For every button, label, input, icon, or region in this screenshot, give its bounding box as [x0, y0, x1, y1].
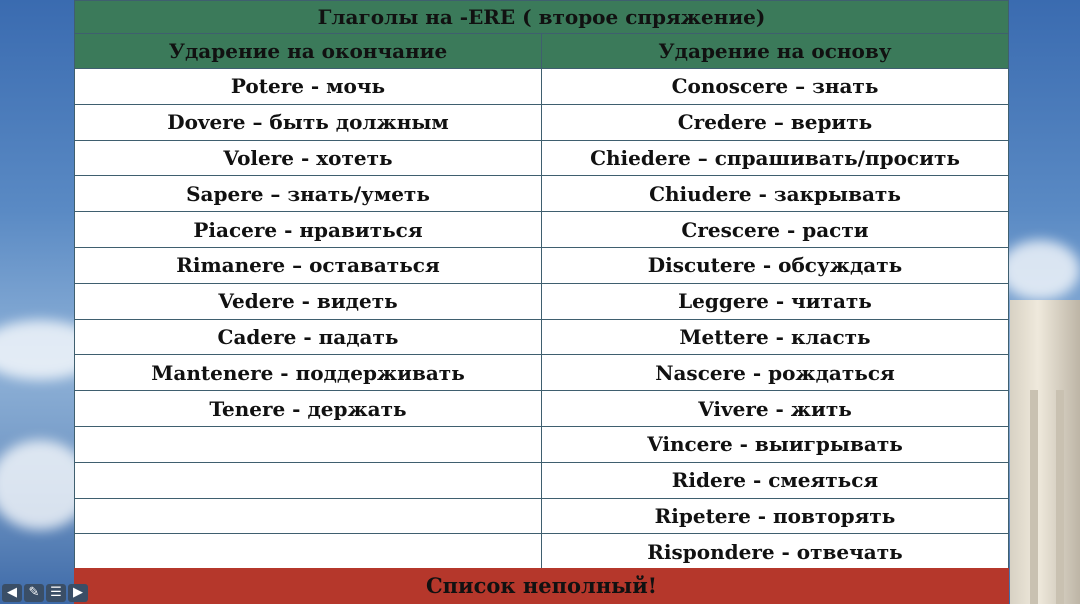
- background-building: [1010, 300, 1080, 604]
- pencil-icon[interactable]: ✎: [24, 584, 44, 602]
- building-column: [1030, 390, 1038, 604]
- table-row: [75, 319, 1009, 355]
- table-row: [75, 498, 1009, 534]
- column-header-stem-stress: Ударение на основу: [542, 34, 1009, 69]
- table-row: [75, 462, 1009, 498]
- table-row: [75, 69, 1009, 105]
- verb-ending-stress: Cadere - падать: [75, 319, 542, 355]
- verb-ending-stress: Mantenere - поддерживать: [75, 355, 542, 391]
- verb-ending-stress: Tenere - держать: [75, 391, 542, 427]
- verb-ending-stress: [75, 462, 542, 498]
- verb-stem-stress: Ripetere - повторять: [542, 498, 1009, 534]
- verb-stem-stress: Conoscere – знать: [542, 69, 1009, 105]
- verb-ending-stress: [75, 534, 542, 570]
- verb-stem-stress: Rispondere - отвечать: [542, 534, 1009, 570]
- arrow-right-icon[interactable]: ▶: [68, 584, 88, 602]
- verb-ending-stress: [75, 498, 542, 534]
- table-row: [75, 426, 1009, 462]
- menu-icon[interactable]: ☰: [46, 584, 66, 602]
- verb-ending-stress: Dovere – быть должным: [75, 104, 542, 140]
- table-row: [75, 355, 1009, 391]
- slide-nav: [2, 584, 88, 602]
- verb-stem-stress: Nascere - рождаться: [542, 355, 1009, 391]
- table-row: [75, 212, 1009, 248]
- table-row: [75, 283, 1009, 319]
- verb-ending-stress: Vedere - видеть: [75, 283, 542, 319]
- table-row: [75, 104, 1009, 140]
- verb-stem-stress: Crescere - расти: [542, 212, 1009, 248]
- verb-stem-stress: Mettere - класть: [542, 319, 1009, 355]
- verb-stem-stress: Ridere - смеяться: [542, 462, 1009, 498]
- table-row: [75, 176, 1009, 212]
- verb-ending-stress: [75, 426, 542, 462]
- verb-stem-stress: Discutere - обсуждать: [542, 247, 1009, 283]
- verb-stem-stress: Vivere - жить: [542, 391, 1009, 427]
- verb-ending-stress: Volere - хотеть: [75, 140, 542, 176]
- verb-stem-stress: Chiudere - закрывать: [542, 176, 1009, 212]
- verb-stem-stress: Chiedere – спрашивать/просить: [542, 140, 1009, 176]
- table-row: [75, 391, 1009, 427]
- verb-ending-stress: Sapere – знать/уметь: [75, 176, 542, 212]
- column-header-ending-stress: Ударение на окончание: [75, 34, 542, 69]
- verb-stem-stress: Credere – верить: [542, 104, 1009, 140]
- verb-ending-stress: Rimanere – оставаться: [75, 247, 542, 283]
- verbs-table: [74, 0, 1009, 570]
- verb-stem-stress: Vincere - выигрывать: [542, 426, 1009, 462]
- table-row: [75, 534, 1009, 570]
- table-row: [75, 247, 1009, 283]
- verb-ending-stress: Piacere - нравиться: [75, 212, 542, 248]
- table-title: Глаголы на -ERE ( второе спряжение): [75, 1, 1009, 34]
- footer-note: Список неполный!: [74, 568, 1009, 604]
- slide: [74, 0, 1009, 604]
- building-column: [1056, 390, 1064, 604]
- arrow-left-icon[interactable]: ◀: [2, 584, 22, 602]
- table-row: [75, 140, 1009, 176]
- background-cloud: [1000, 240, 1080, 300]
- verb-ending-stress: Potere - мочь: [75, 69, 542, 105]
- verb-stem-stress: Leggere - читать: [542, 283, 1009, 319]
